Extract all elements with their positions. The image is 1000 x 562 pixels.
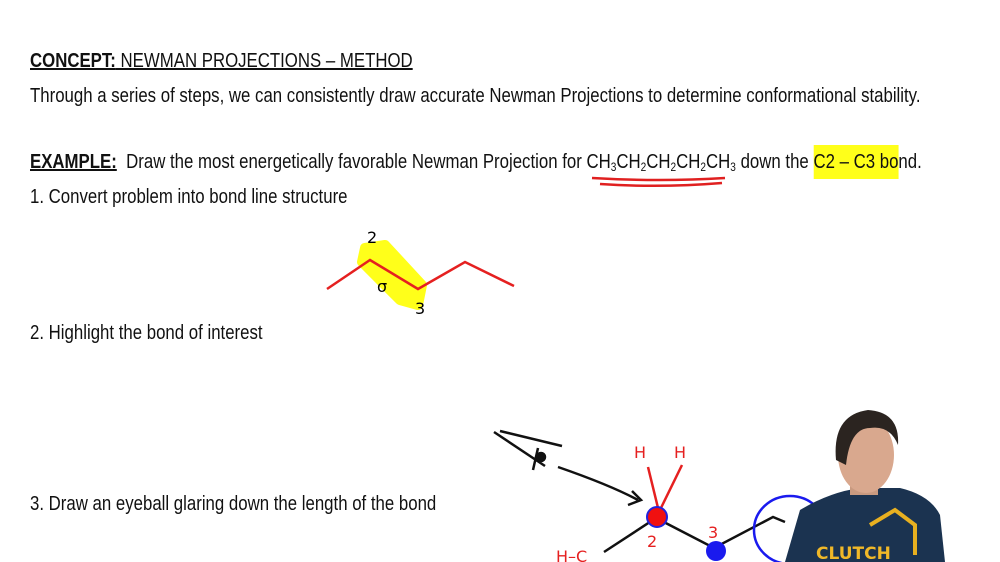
arrow	[558, 467, 641, 505]
intro-text: Through a series of steps, we can consistently draw accurate Newman Projections to determine conformational stability.	[30, 85, 921, 107]
c3-atom	[706, 541, 726, 561]
eyeball-icon	[494, 431, 562, 470]
c2-label: 2	[647, 532, 658, 551]
step-2: 2. Highlight the bond of interest	[30, 322, 263, 344]
example-text: Draw the most energetically favorable Newman Projection for	[116, 151, 587, 173]
step-3: 3. Draw an eyeball glaring down the length of the bond	[30, 493, 437, 515]
example-mid: down the	[735, 151, 814, 173]
bond-highlight: C2 – C3 bo	[813, 145, 898, 179]
step-1: 1. Convert problem into bond line structure	[30, 186, 348, 208]
formula: $CH_3CH_2CH_2CH_2CH_3$	[586, 151, 736, 174]
c2-atom	[647, 507, 667, 527]
instructor-video	[785, 410, 945, 562]
c3-mark: 3	[415, 299, 426, 318]
sigma-mark: σ	[377, 277, 388, 296]
h-right: H	[674, 443, 687, 462]
bond-highlight-marker	[362, 245, 422, 305]
example-end: nd.	[898, 151, 922, 173]
example-label: EXAMPLE:	[30, 151, 117, 173]
clutch-logo: CLUTCH	[816, 544, 891, 562]
concept-title: NEWMAN PROJECTIONS – METHOD	[115, 50, 413, 72]
h-left: H	[634, 443, 647, 462]
concept-label: CONCEPT:	[30, 50, 116, 72]
formula-underline	[592, 178, 725, 186]
h3c-label: H–C	[556, 547, 588, 562]
c3-label: 3	[708, 523, 719, 542]
c2-mark: 2	[367, 228, 378, 247]
